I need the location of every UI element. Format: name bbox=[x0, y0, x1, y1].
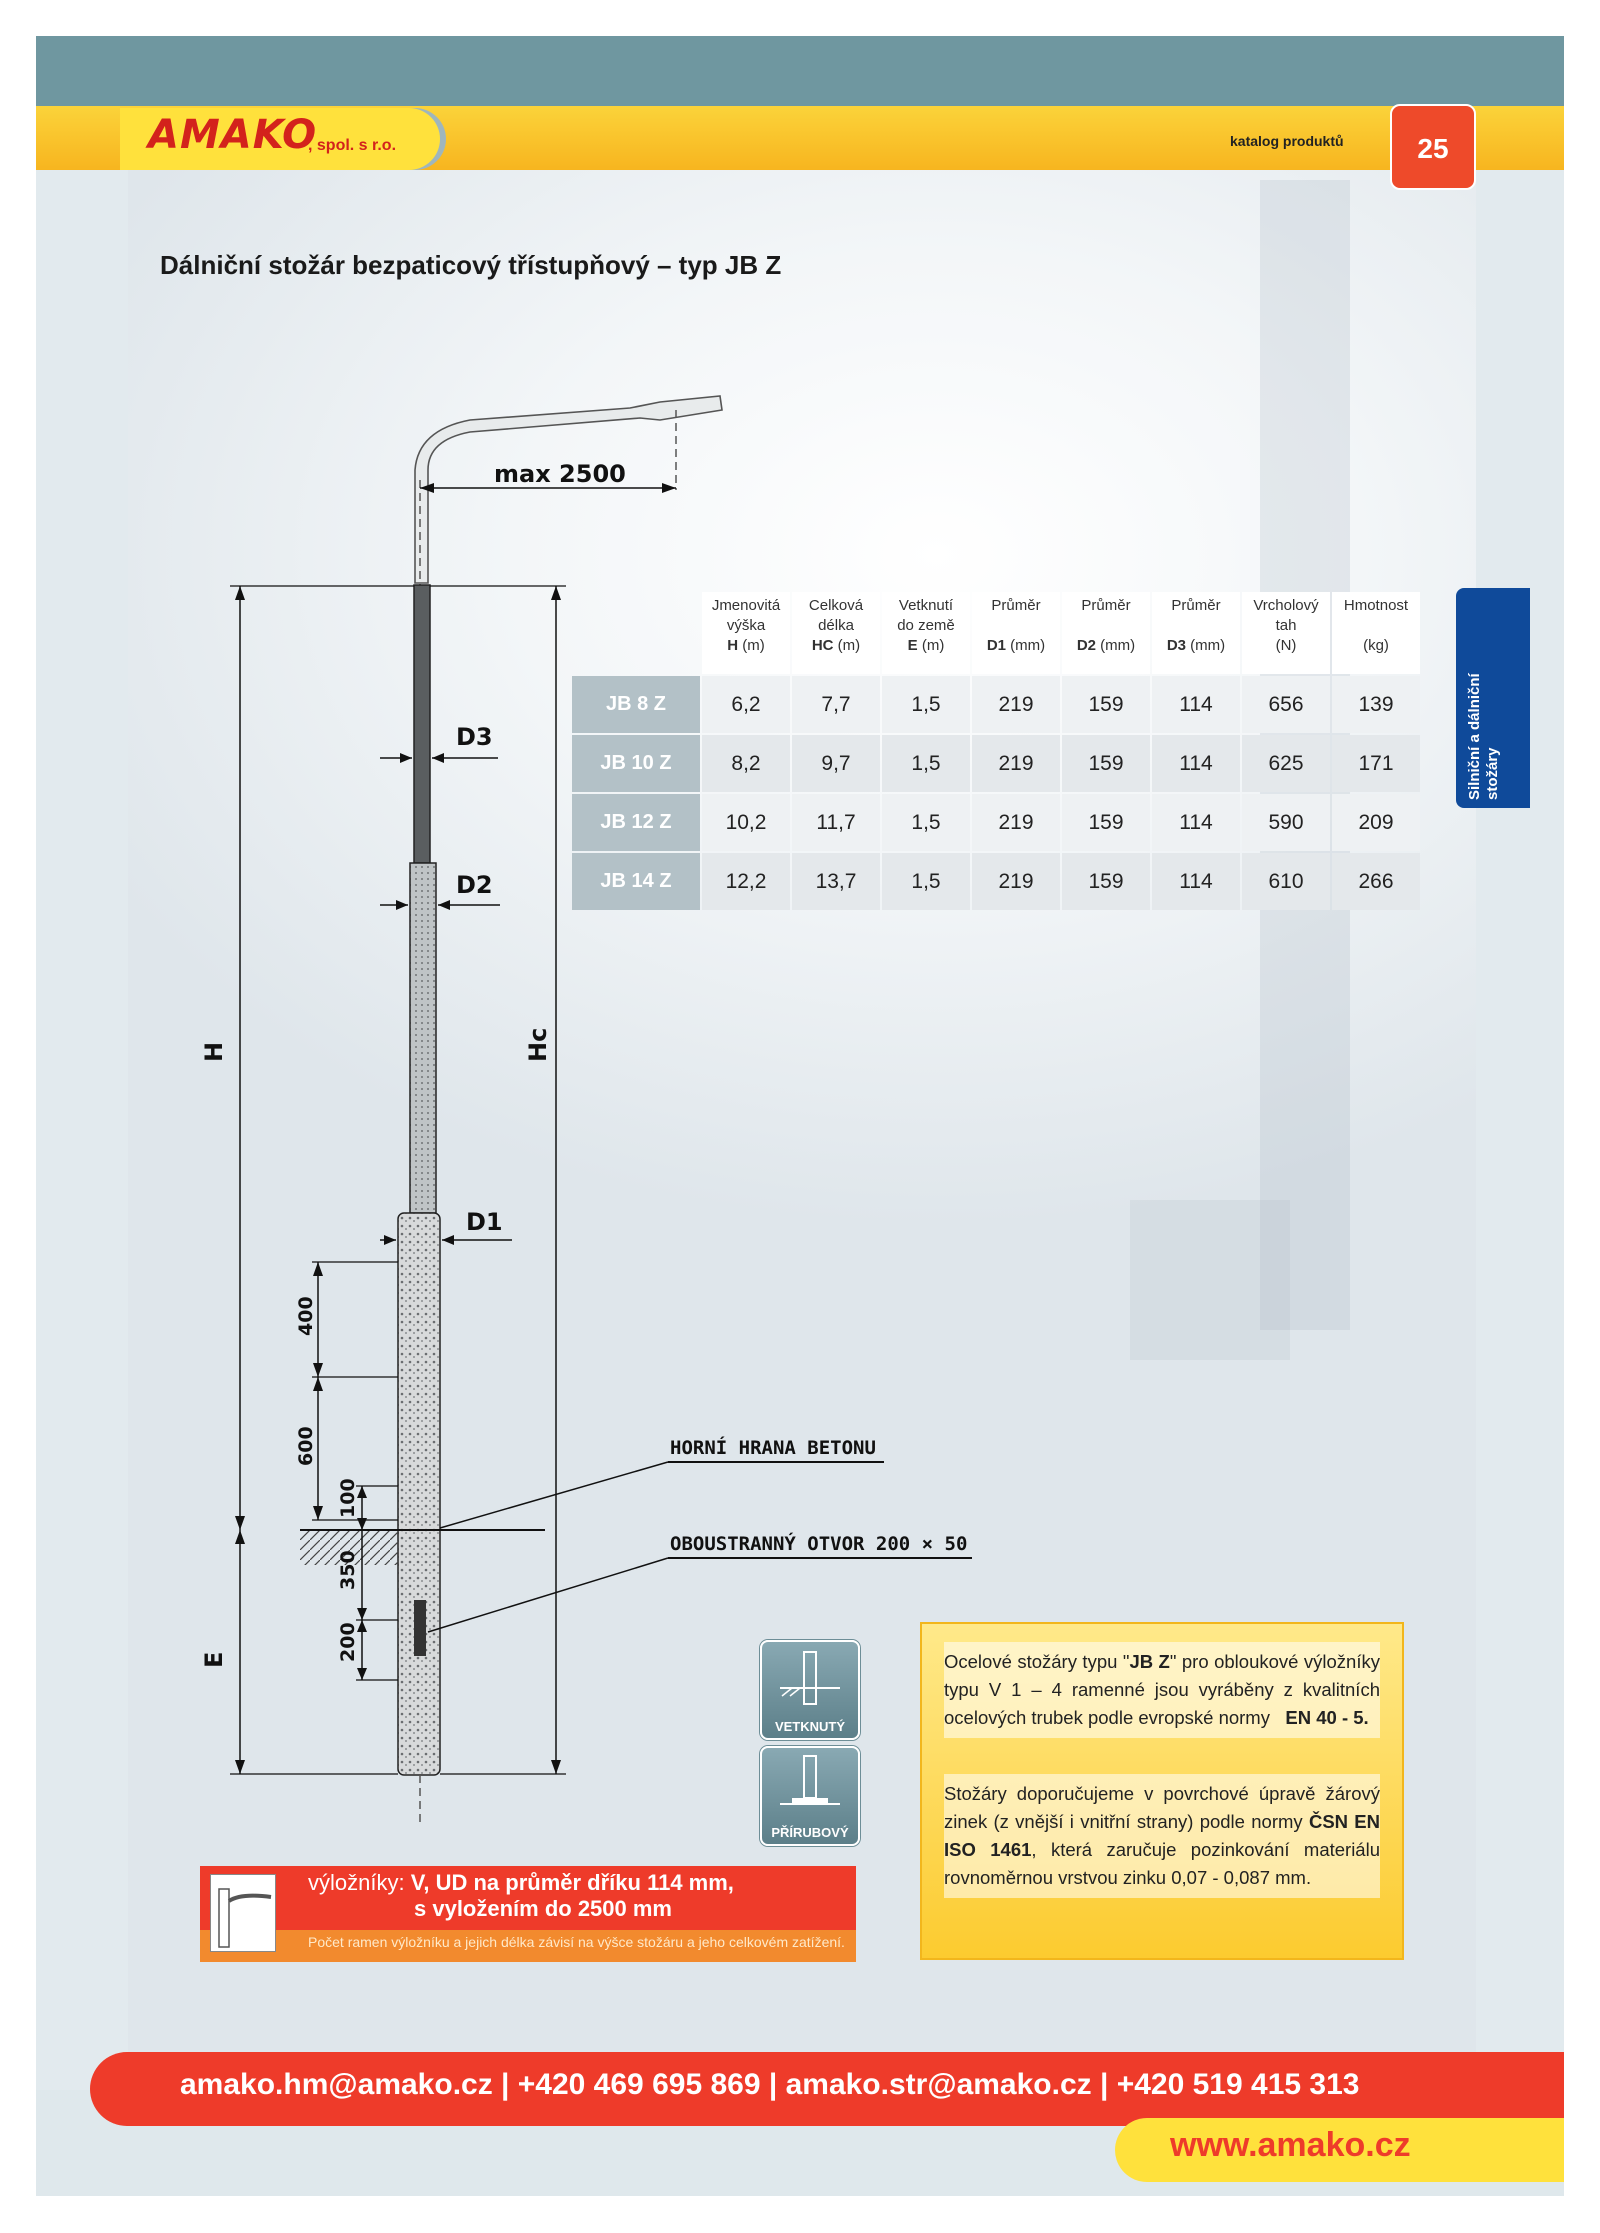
arm-icon bbox=[210, 1874, 276, 1952]
cell: 12,2 bbox=[702, 853, 790, 910]
header-embedding: Vetknutí do země E (m) bbox=[882, 592, 970, 674]
spec-table bbox=[570, 590, 1422, 912]
side-tab-line1: Silniční a dálniční bbox=[1466, 673, 1483, 800]
cell: 10,2 bbox=[702, 794, 790, 851]
cell: 1,5 bbox=[882, 676, 970, 733]
cell: 114 bbox=[1152, 794, 1240, 851]
header-total-length: Celková délka HC (m) bbox=[792, 592, 880, 674]
cell: 209 bbox=[1332, 794, 1420, 851]
dim-200: 200 bbox=[337, 1622, 359, 1662]
info-paragraph-1: Ocelové stožáry typu "JB Z" pro obloukové výložníky typu V 1 – 4 ramenné jsou vyráběny z kvalitních ocelových trubek podle evropské normy EN 40 - 5. bbox=[944, 1642, 1380, 1738]
shaft-d3 bbox=[414, 585, 430, 863]
dim-600: 600 bbox=[295, 1426, 317, 1466]
note-concrete-edge: HORNÍ HRANA BETONU bbox=[670, 1437, 876, 1459]
header-blank bbox=[572, 592, 700, 674]
cell: 7,7 bbox=[792, 676, 880, 733]
cell: 219 bbox=[972, 853, 1060, 910]
dim-100: 100 bbox=[337, 1478, 359, 1518]
cell: 656 bbox=[1242, 676, 1330, 733]
d2-label: D2 bbox=[456, 871, 493, 899]
catalog-label: katalog produktů bbox=[1230, 133, 1344, 149]
footer-website-link[interactable]: www.amako.cz bbox=[1170, 2126, 1411, 2164]
table-row bbox=[572, 735, 1420, 792]
page-title: Dálniční stožár bezpaticový třístupňový – typ JB Z bbox=[160, 250, 782, 280]
cell: 171 bbox=[1332, 735, 1420, 792]
d3-label: D3 bbox=[456, 723, 493, 751]
table-row bbox=[572, 676, 1420, 733]
e-label: E bbox=[200, 1651, 228, 1668]
arms-note: Počet ramen výložníku a jejich délka závisí na výšce stožáru a jeho celkovém zatížení. bbox=[308, 1934, 845, 1950]
d1-label: D1 bbox=[466, 1208, 503, 1236]
cell: 159 bbox=[1062, 794, 1150, 851]
dim-350: 350 bbox=[337, 1550, 359, 1590]
cell: 114 bbox=[1152, 676, 1240, 733]
shaft-d1 bbox=[398, 1213, 440, 1775]
cell: 8,2 bbox=[702, 735, 790, 792]
cell: 1,5 bbox=[882, 853, 970, 910]
cell: 159 bbox=[1062, 735, 1150, 792]
arms-line1: výložníky: V, UD na průměr dříku 114 mm, bbox=[308, 1870, 734, 1895]
embedded-pole-icon bbox=[762, 1642, 858, 1714]
row-name: JB 12 Z bbox=[572, 794, 700, 851]
table-header-row bbox=[572, 592, 1420, 674]
cell: 13,7 bbox=[792, 853, 880, 910]
row-name: JB 14 Z bbox=[572, 853, 700, 910]
embedded-label: VETKNUTÝ bbox=[774, 1719, 846, 1734]
header-top-load: Vrcholový tah (N) bbox=[1242, 592, 1330, 674]
row-name: JB 10 Z bbox=[572, 735, 700, 792]
header-d2: Průměr D2 (mm) bbox=[1062, 592, 1150, 674]
header-d1: Průměr D1 (mm) bbox=[972, 592, 1060, 674]
footer-contacts[interactable]: amako.hm@amako.cz | +420 469 695 869 | amako.str@amako.cz | +420 519 415 313 bbox=[180, 2068, 1360, 2101]
shaft-d2 bbox=[410, 863, 436, 1213]
dim-400: 400 bbox=[295, 1296, 317, 1336]
header-d3: Průměr D3 (mm) bbox=[1152, 592, 1240, 674]
cell: 9,7 bbox=[792, 735, 880, 792]
header-weight: Hmotnost (kg) bbox=[1332, 592, 1420, 674]
cell: 139 bbox=[1332, 676, 1420, 733]
cell: 159 bbox=[1062, 676, 1150, 733]
logo[interactable]: AMAKO bbox=[148, 112, 318, 158]
cell: 6,2 bbox=[702, 676, 790, 733]
page-number: 25 bbox=[1390, 104, 1476, 190]
max-reach-label: max 2500 bbox=[494, 460, 626, 488]
h-label: H bbox=[200, 1041, 228, 1062]
cell: 1,5 bbox=[882, 794, 970, 851]
cell: 114 bbox=[1152, 735, 1240, 792]
header-nominal-height: Jmenovitá výška H (m) bbox=[702, 592, 790, 674]
table-row bbox=[572, 794, 1420, 851]
cell: 590 bbox=[1242, 794, 1330, 851]
flanged-mount-icon[interactable] bbox=[760, 1746, 860, 1846]
note-hole: OBOUSTRANNÝ OTVOR 200 × 50 bbox=[670, 1533, 968, 1555]
cell: 159 bbox=[1062, 853, 1150, 910]
cell: 219 bbox=[972, 735, 1060, 792]
cell: 11,7 bbox=[792, 794, 880, 851]
cell: 219 bbox=[972, 676, 1060, 733]
side-tab-line2: stožáry bbox=[1484, 747, 1501, 800]
cell: 625 bbox=[1242, 735, 1330, 792]
cell: 219 bbox=[972, 794, 1060, 851]
cell: 610 bbox=[1242, 853, 1330, 910]
info-paragraph-2: Stožáry doporučujeme v povrchové úpravě žárový zinek (z vnější i vnitřní strany) podle normy ČSN EN ISO 1461, která zaručuje pozinkování materiálu rovnoměrnou vrstvou zinku 0,07 - 0,087 mm. bbox=[944, 1774, 1380, 1898]
arms-line2: s vyložením do 2500 mm bbox=[414, 1896, 672, 1921]
cell: 114 bbox=[1152, 853, 1240, 910]
cell: 1,5 bbox=[882, 735, 970, 792]
logo-subtitle: , spol. s r.o. bbox=[308, 137, 397, 154]
table-row bbox=[572, 853, 1420, 910]
embedded-mount-icon[interactable] bbox=[760, 1640, 860, 1740]
hc-label: Hc bbox=[524, 1027, 552, 1062]
flanged-label: PŘÍRUBOVÝ bbox=[771, 1825, 849, 1840]
flanged-pole-icon bbox=[762, 1748, 858, 1820]
row-name: JB 8 Z bbox=[572, 676, 700, 733]
cell: 266 bbox=[1332, 853, 1420, 910]
